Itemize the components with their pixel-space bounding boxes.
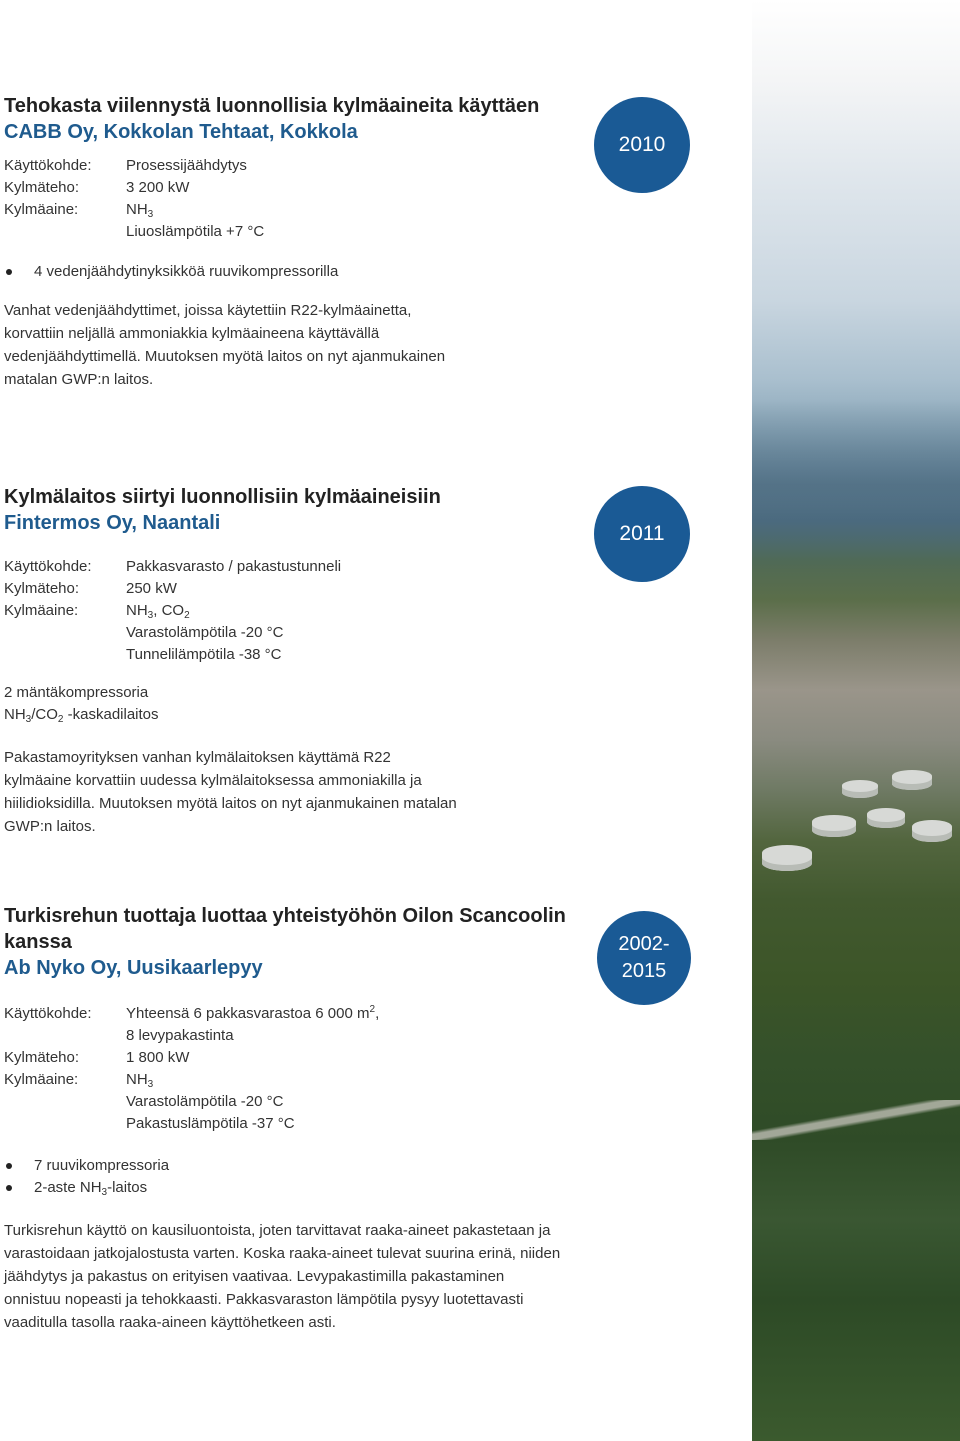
section-title: Kylmälaitos siirtyi luonnollisiin kylmäaineisiin (4, 486, 441, 508)
aerial-photo (752, 0, 960, 1441)
bullet-item: 2-aste $NH_3$-laitos (4, 1177, 584, 1199)
spec-row-kylmateho: Kylmäteho: 3 200 kW (4, 179, 190, 196)
spec-list (4, 1003, 584, 1135)
photo-sea-area (752, 400, 960, 570)
spec-row-kylmateho: Kylmäteho: 1 800 kW (4, 1049, 190, 1066)
description-paragraph: Turkisrehun käyttö on kausiluontoista, joten tarvittavat raaka-aineet pakastetaan ja varastoidaan jatkojalostusta varten. Koska raaka-aineet tulevat suurina erinä, niiden jäähdytys ja pakastus on erityisen vaativaa. Levypakastimilla pakastaminen onnistuu nopeasti ja tehokkaasti. Pakkasvaraston lämpötila pysyy luotettavasti vaaditulla tasolla raaka-aineen käyttöhetkeen asti. (4, 1222, 561, 1331)
spec-list (4, 556, 594, 666)
spec-row-extra: 8 levypakastinta (126, 1027, 234, 1044)
year-badge: 2010 (594, 97, 690, 193)
spec-row-kylmaaine: Kylmäaine: $NH_3$, $CO_2$ (4, 602, 190, 621)
year-badge: 2002- 2015 (597, 911, 691, 1005)
spec-row-kayttokohde: Käyttökohde: Yhteensä 6 pakkasvarastoa 6 000 $m^2$, (4, 1004, 380, 1022)
section-title: Tehokasta viilennystä luonnollisia kylmäaineita käyttäen (4, 95, 540, 117)
bullet-list (4, 1155, 584, 1199)
spec-row-extra: Pakastuslämpötila -37 °C (126, 1115, 295, 1132)
bullet-item: 4 vedenjäähdytinyksikköä ruuvikompressorilla (4, 261, 594, 283)
case-section-cabb (4, 93, 594, 406)
bullet-list (4, 261, 594, 283)
case-section-nyko (4, 903, 584, 1349)
spec-list (4, 155, 594, 243)
spec-row-kayttokohde: Käyttökohde: Pakkasvarasto / pakastustunneli (4, 558, 342, 575)
spec-row-kylmaaine: Kylmäaine: $NH_3$ (4, 201, 154, 220)
spec-row-extra: Varastolämpötila -20 °C (126, 624, 284, 641)
spec-row-kylmateho: Kylmäteho: 250 kW (4, 580, 177, 597)
system-lines (4, 682, 594, 726)
spec-row-extra: Varastolämpötila -20 °C (126, 1093, 284, 1110)
spec-row-kayttokohde: Käyttökohde: Prosessijäähdytys (4, 157, 247, 174)
spec-row-kylmaaine: Kylmäaine: $NH_3$ (4, 1071, 154, 1090)
bullet-item: 7 ruuvikompressoria (4, 1155, 584, 1177)
description-paragraph: Pakastamoyrityksen vanhan kylmälaitoksen käyttämä R22 kylmäaine korvattiin uudessa kylmälaitoksessa ammoniakilla ja hiilidioksidilla. Muutoksen myötä laitos on nyt ajanmukainen matalan GWP:n laitos. (4, 749, 457, 835)
spec-row-extra: Tunnelilämpötila -38 °C (126, 646, 282, 663)
section-subtitle: CABB Oy, Kokkolan Tehtaat, Kokkola (4, 121, 358, 143)
year-badge: 2011 (594, 486, 690, 582)
case-section-fintermos (4, 484, 594, 853)
photo-road (752, 1100, 960, 1140)
section-subtitle: Ab Nyko Oy, Uusikaarlepyy (4, 957, 263, 979)
photo-storage-tanks (752, 760, 960, 900)
section-subtitle: Fintermos Oy, Naantali (4, 512, 221, 534)
description-paragraph: Vanhat vedenjäähdyttimet, joissa käytettiin R22-kylmäainetta, korvattiin neljällä ammoniakkia kylmäaineena käyttävällä vedenjäähdyttimellä. Muutoksen myötä laitos on nyt ajanmukainen matalan GWP:n laitos. (4, 302, 446, 388)
spec-row-extra: Liuoslämpötila +7 °C (126, 223, 265, 240)
section-title: Turkisrehun tuottaja luottaa yhteistyöhön Oilon Scancoolin kanssa (4, 905, 566, 953)
system-line: 2 mäntäkompressoria (4, 684, 149, 701)
system-line: $NH_3/CO_2$ -kaskadilaitos (4, 706, 159, 725)
